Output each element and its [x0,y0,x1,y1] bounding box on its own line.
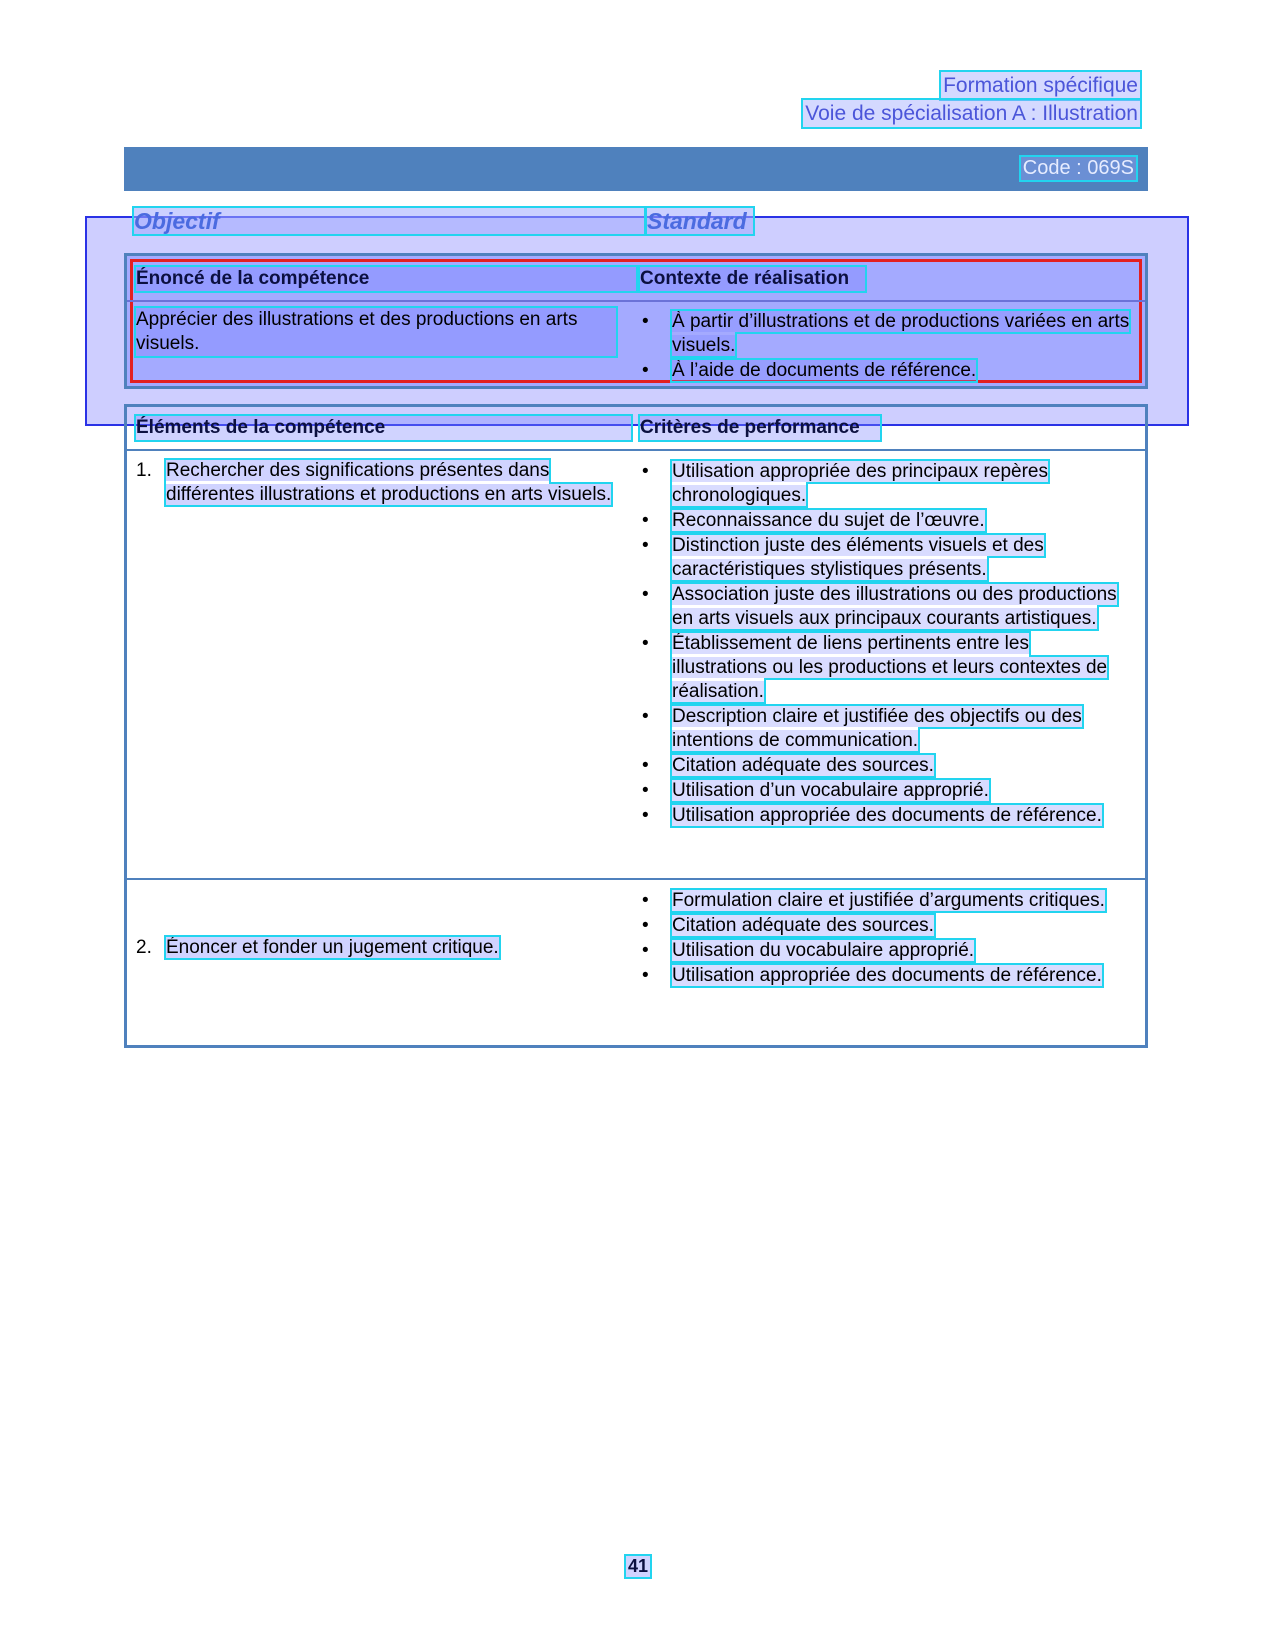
criterion-item: • Description claire et justifiée des objectifs ou des intentions de communication. [640,705,1118,753]
contexte-item: • À partir d’illustrations et de productions variées en arts visuels. [640,310,1130,358]
row-divider [127,878,1145,880]
element-number: 1. [136,460,152,481]
competence-table [124,253,1148,389]
element-text: Énoncer et fonder un jugement critique. [166,937,499,958]
section-heading-objectif: Objectif [134,208,644,234]
element-number: 2. [136,937,152,958]
header-elements: Éléments de la compétence [136,416,631,440]
contexte-list [640,310,1130,384]
criterion-item: • Association juste des illustrations ou des productions en arts visuels aux principaux courants artistiques. [640,583,1118,631]
element-row-2 [136,936,646,960]
criterion-item: • Utilisation appropriée des documents de référence. [640,804,1118,828]
code-band [124,147,1148,191]
page-header [803,72,1140,128]
criterion-item: • Distinction juste des éléments visuels et des caractéristiques stylistiques présents. [640,534,1118,582]
criterion-item: • Utilisation appropriée des principaux repères chronologiques. [640,460,1118,508]
criterion-item: • Reconnaissance du sujet de l’œuvre. [640,509,1118,533]
code-label: Code : 069S [1022,157,1134,179]
criterion-item: • Citation adéquate des sources. [640,754,1118,778]
elements-table [124,404,1148,1048]
criterion-item: • Citation adéquate des sources. [640,914,1118,938]
page-number: 41 [628,1556,649,1576]
criterion-item: • Utilisation d’un vocabulaire approprié. [640,779,1118,803]
header-line-2: Voie de spécialisation A : Illustration [805,102,1138,125]
criteria-list-1 [640,460,1118,829]
criterion-item: • Utilisation appropriée des documents de référence. [640,964,1118,988]
criterion-item: • Formulation claire et justifiée d’arguments critiques. [640,889,1118,913]
header-criteres: Critères de performance [640,416,880,440]
element-text: Rechercher des significations présentes dans différentes illustrations et productions en arts visuels. [166,460,612,505]
header-line-1: Formation spécifique [943,74,1138,97]
row-divider [127,300,1145,302]
header-enonce: Énoncé de la compétence [136,267,636,291]
header-contexte: Contexte de réalisation [640,267,865,291]
row-divider [127,449,1145,451]
criterion-item: • Utilisation du vocabulaire approprié. [640,939,1118,963]
criterion-item: • Établissement de liens pertinents entre les illustrations ou les productions et leurs contextes de réalisation. [640,632,1118,704]
section-heading-standard: Standard [647,208,753,234]
enonce-text: Apprécier des illustrations et des productions en arts visuels. [136,308,616,356]
element-row-1 [136,459,636,507]
contexte-item: • À l’aide de documents de référence. [640,359,1130,383]
criteria-list-2 [640,889,1118,989]
